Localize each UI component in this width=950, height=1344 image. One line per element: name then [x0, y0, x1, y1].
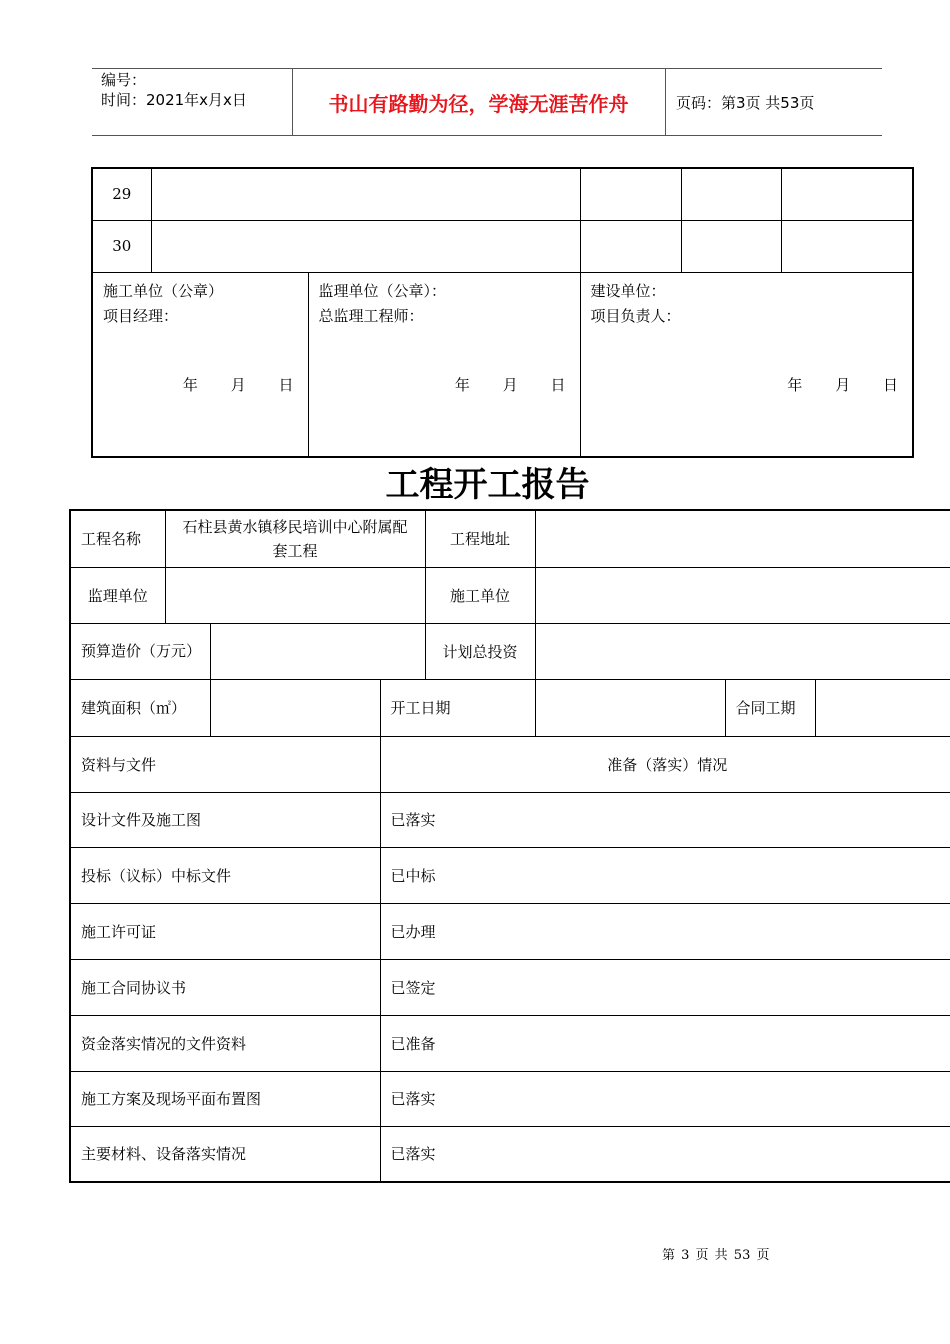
signature-date	[155, 373, 294, 398]
doc-item: 投标（议标）中标文件	[70, 847, 380, 903]
chief-supervisor-label: 总监理工程师：	[318, 306, 424, 325]
table-cell[interactable]	[580, 168, 681, 220]
supervision-unit-label: 监理单位（公章）：	[318, 281, 447, 300]
table-cell[interactable]	[681, 220, 781, 272]
supervision-unit-label: 监理单位	[70, 567, 165, 623]
table-cell[interactable]	[580, 220, 681, 272]
table-row	[92, 168, 913, 220]
signature-date	[427, 373, 566, 398]
table-row	[92, 220, 913, 272]
table-row	[70, 736, 950, 792]
row-number: 30	[92, 220, 151, 272]
owner-signature-cell[interactable]	[580, 272, 913, 457]
construction-unit-value[interactable]	[535, 567, 950, 623]
document-time-label: 时间：2021年x月x日	[101, 91, 247, 109]
project-name-label: 工程名称	[70, 510, 165, 567]
table-row	[70, 1126, 950, 1182]
date-day: 日	[278, 376, 294, 394]
doc-item: 设计文件及施工图	[70, 792, 380, 847]
date-year: 年	[454, 376, 470, 394]
date-year: 年	[787, 376, 803, 394]
header-motto: 书山有路勤为径，学海无涯苦作舟	[328, 92, 629, 116]
project-name-value[interactable]: 石柱县黄水镇移民培训中心附属配套工程	[165, 510, 425, 567]
budget-label-text: 预算造价（万元）	[81, 642, 202, 660]
table-cell[interactable]	[151, 220, 580, 272]
header-top-rule	[92, 68, 882, 69]
table-row	[70, 1015, 950, 1071]
document-number-label: 编号：	[101, 71, 147, 89]
date-month: 月	[230, 376, 246, 394]
doc-status[interactable]: 已准备	[380, 1015, 950, 1071]
doc-status[interactable]: 已办理	[380, 903, 950, 959]
table-cell[interactable]	[681, 168, 781, 220]
table-cell[interactable]	[781, 168, 913, 220]
date-month: 月	[502, 376, 518, 394]
table-row	[70, 959, 950, 1015]
construction-signature-cell[interactable]	[92, 272, 308, 457]
date-day: 日	[882, 376, 898, 394]
owner-unit-label: 建设单位：	[590, 281, 666, 300]
docs-header: 资料与文件	[70, 736, 380, 792]
table-row	[70, 623, 950, 679]
table-row	[70, 567, 950, 623]
table-cell[interactable]	[781, 220, 913, 272]
contract-period-value[interactable]	[815, 679, 950, 736]
doc-status[interactable]: 已落实	[380, 1126, 950, 1182]
signoff-table	[91, 167, 914, 458]
date-year: 年	[182, 376, 198, 394]
start-date-value[interactable]	[535, 679, 725, 736]
start-report-table	[69, 509, 950, 1183]
doc-status[interactable]: 已签定	[380, 959, 950, 1015]
budget-value[interactable]	[210, 623, 425, 679]
doc-item: 主要材料、设备落实情况	[70, 1126, 380, 1182]
table-row	[70, 792, 950, 847]
doc-item: 资金落实情况的文件资料	[70, 1015, 380, 1071]
date-month: 月	[835, 376, 851, 394]
table-cell[interactable]	[151, 168, 580, 220]
planned-investment-value[interactable]	[535, 623, 950, 679]
budget-label	[70, 623, 210, 679]
construction-unit-label: 施工单位（公章）	[103, 281, 224, 300]
area-label: 建筑面积（㎡）	[70, 679, 210, 736]
contract-period-label: 合同工期	[725, 679, 815, 736]
date-day: 日	[550, 376, 566, 394]
construction-unit-label: 施工单位	[425, 567, 535, 623]
area-value[interactable]	[210, 679, 380, 736]
table-row	[70, 510, 950, 567]
signature-row	[92, 272, 913, 457]
supervision-unit-value[interactable]	[165, 567, 425, 623]
doc-item: 施工合同协议书	[70, 959, 380, 1015]
doc-status[interactable]: 已落实	[380, 792, 950, 847]
doc-status[interactable]: 已落实	[380, 1071, 950, 1126]
header-page-info: 页码：第3页 共53页	[676, 94, 815, 112]
table-row	[70, 1071, 950, 1126]
project-address-label: 工程地址	[425, 510, 535, 567]
table-row	[70, 903, 950, 959]
planned-investment-label: 计划总投资	[425, 623, 535, 679]
supervision-signature-cell[interactable]	[308, 272, 580, 457]
status-header: 准备（落实）情况	[380, 736, 950, 792]
header-divider	[665, 68, 666, 136]
project-leader-label: 项目负责人：	[590, 306, 681, 325]
project-manager-label: 项目经理：	[103, 306, 179, 325]
table-row	[70, 679, 950, 736]
doc-item: 施工方案及现场平面布置图	[70, 1071, 380, 1126]
page-number-footer: 第 3 页 共 53 页	[662, 1248, 770, 1263]
doc-item: 施工许可证	[70, 903, 380, 959]
doc-status[interactable]: 已中标	[380, 847, 950, 903]
header-bottom-rule	[92, 135, 882, 136]
table-row	[70, 847, 950, 903]
signature-date	[759, 373, 898, 398]
start-date-label: 开工日期	[380, 679, 535, 736]
report-title: 工程开工报告	[385, 465, 590, 505]
row-number: 29	[92, 168, 151, 220]
project-address-value[interactable]	[535, 510, 950, 567]
